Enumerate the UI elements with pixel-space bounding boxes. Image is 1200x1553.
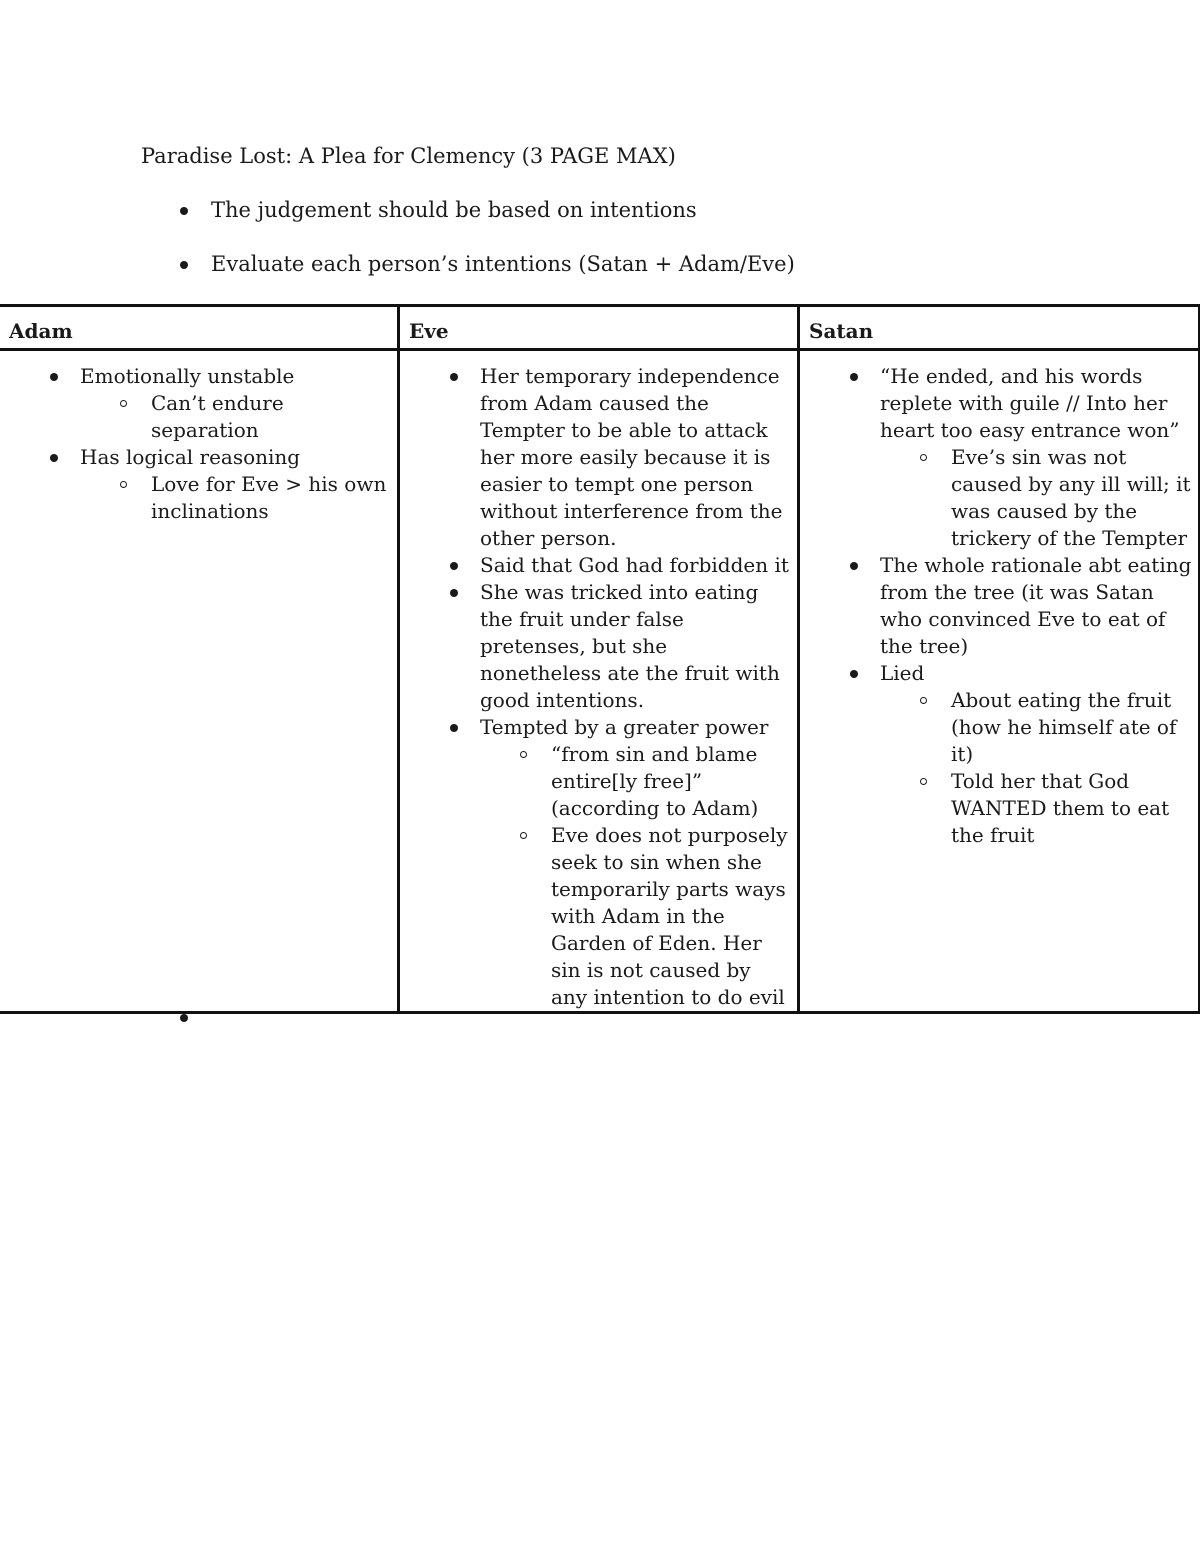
bullet-dot-icon: [180, 207, 188, 215]
list-item-text: Has logical reasoning: [80, 445, 301, 469]
list-item-text: Emotionally unstable: [80, 364, 295, 388]
empty-bullet: [176, 1004, 196, 1030]
eve-list: [400, 363, 791, 1011]
list-item-text: Lied: [880, 661, 925, 685]
sub-list-item: [800, 768, 1192, 849]
bullet-dot-icon: [850, 373, 858, 381]
sub-list-item-text: Told her that God WANTED them to eat the fruit: [951, 769, 1170, 847]
top-bullet: [176, 197, 1076, 223]
adam-list: [0, 363, 391, 525]
bullet-circle-icon: [520, 832, 527, 839]
list-item: [800, 552, 1192, 660]
bullet-dot-icon: [450, 589, 458, 597]
bullet-dot-icon: [850, 670, 858, 678]
table-header-row: [0, 306, 1200, 350]
bullet-dot-icon: [180, 261, 188, 269]
top-bullet-text: The judgement should be based on intentions: [211, 198, 697, 222]
list-item: [0, 444, 391, 471]
list-item: [400, 714, 791, 741]
sub-list-item-text: Eve does not purposely seek to sin when she temporarily parts ways with Adam in the Garden of Eden. Her sin is not caused by any intention to do evil: [551, 823, 788, 1009]
header-adam: Adam: [0, 306, 399, 350]
bullet-dot-icon: [180, 1014, 188, 1022]
list-item-text: Said that God had forbidden it: [480, 553, 789, 577]
bullet-dot-icon: [450, 724, 458, 732]
cell-satan: [799, 350, 1200, 1013]
bullet-dot-icon: [50, 454, 58, 462]
sub-list-item: [800, 444, 1192, 552]
bullet-circle-icon: [120, 481, 127, 488]
list-item: [400, 552, 791, 579]
bullet-circle-icon: [920, 454, 927, 461]
character-table: [0, 304, 1200, 1014]
list-item: [800, 363, 1192, 444]
header-satan: Satan: [799, 306, 1200, 350]
bullet-dot-icon: [50, 373, 58, 381]
cell-eve: [399, 350, 799, 1013]
top-bullet: [176, 251, 1076, 277]
top-bullet-text: Evaluate each person’s intentions (Satan + Adam/Eve): [211, 252, 795, 276]
bullet-dot-icon: [850, 562, 858, 570]
satan-list: [800, 363, 1192, 849]
list-item-text: Tempted by a greater power: [480, 715, 769, 739]
table-row: [0, 350, 1200, 1013]
list-item-text: Her temporary independence from Adam caused the Tempter to be able to attack her more easily because it is easier to tempt one person without interference from the other person.: [480, 364, 783, 550]
sub-list-item-text: Can’t endure separation: [151, 391, 284, 442]
list-item: [800, 660, 1192, 687]
list-item-text: She was tricked into eating the fruit under false pretenses, but she nonetheless ate the fruit with good intentions.: [480, 580, 780, 712]
bullet-circle-icon: [920, 697, 927, 704]
bullet-circle-icon: [520, 751, 527, 758]
header-eve: Eve: [399, 306, 799, 350]
sub-list-item-text: About eating the fruit (how he himself ate of it): [951, 688, 1177, 766]
list-item: [0, 363, 391, 390]
document-title: Paradise Lost: A Plea for Clemency (3 PAGE MAX): [141, 144, 676, 168]
sub-list-item: [0, 471, 391, 525]
sub-list-item-text: “from sin and blame entire[ly free]” (according to Adam): [551, 742, 759, 820]
sub-list-item-text: Eve’s sin was not caused by any ill will; it was caused by the trickery of the Tempter: [951, 445, 1191, 550]
sub-list-item: [400, 741, 791, 822]
bullet-circle-icon: [920, 778, 927, 785]
cell-adam: [0, 350, 399, 1013]
sub-list-item: [0, 390, 391, 444]
bullet-circle-icon: [120, 400, 127, 407]
list-item-text: The whole rationale abt eating from the tree (it was Satan who convinced Eve to eat of the tree): [880, 553, 1192, 658]
bullet-dot-icon: [450, 562, 458, 570]
sub-list-item: [800, 687, 1192, 768]
list-item: [400, 363, 791, 552]
sub-list-item-text: Love for Eve > his own inclinations: [151, 472, 387, 523]
list-item-text: “He ended, and his words replete with guile // Into her heart too easy entrance won”: [880, 364, 1180, 442]
bullet-dot-icon: [450, 373, 458, 381]
sub-list-item: [400, 822, 791, 1011]
list-item: [400, 579, 791, 714]
